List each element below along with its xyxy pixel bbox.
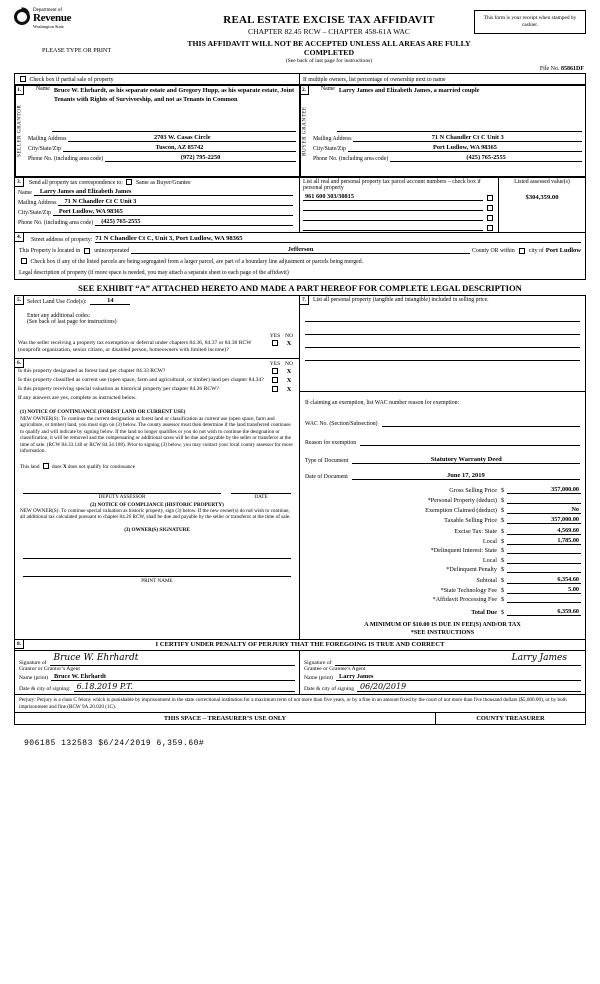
money-dollar: $	[501, 608, 505, 616]
form-subtitle: CHAPTER 82.45 RCW – CHAPTER 458-61A WAC	[248, 27, 410, 36]
title-block	[184, 14, 474, 64]
treasurer-space-label: THIS SPACE – TREASURER’S USE ONLY	[163, 715, 287, 723]
grantee-name-value[interactable]: Larry James	[336, 673, 581, 681]
grantor-signature-label: Signature of	[19, 659, 47, 666]
buyer-citystate-value[interactable]: Port Ludlow, WA 98365	[348, 144, 582, 152]
compliance-title: (2) NOTICE OF COMPLIANCE (HISTORIC PROPERTY)	[90, 501, 224, 508]
reason-label: Reason for exemption	[305, 440, 357, 446]
document-date-label: Date of Document	[305, 474, 348, 480]
buyer-phone-label: Phone No. (including area code)	[313, 156, 389, 162]
does-qualify-checkbox[interactable]	[43, 463, 49, 469]
historic-no-mark[interactable]: X	[286, 385, 292, 393]
money-label: Subtotal	[476, 576, 497, 584]
file-number-label: File No.	[539, 66, 560, 72]
segregated-note: Check box if any of the listed parcels are being segregated from a larger parcel, are part of a boundary line adjustment or parcels being merged.	[30, 259, 364, 265]
money-value[interactable]: 4,569.60	[507, 527, 581, 535]
seller-name-label: Name	[36, 86, 50, 92]
historic-question: Is this property receiving special valuation as historical property per chapter 84.26 RCW?	[18, 385, 219, 392]
current-use-question: Is this property classified as current use (open space, farm and agricultural, or timber) land per chapter 84.34?	[18, 376, 264, 383]
seller-mailing-label: Mailing Address	[28, 136, 67, 142]
unincorporated-label: unincorporated	[94, 248, 130, 254]
right-column	[300, 296, 585, 639]
continuance-title: (1) NOTICE OF CONTINUANCE (FOREST LAND OR CURRENT USE)	[20, 408, 186, 415]
street-address-label: Street address of property:	[31, 237, 93, 243]
logo-department: Department of	[33, 8, 63, 13]
lower-frame	[14, 295, 586, 640]
seller-citystate-value[interactable]: Tuscon, AZ 85742	[63, 144, 296, 152]
forest-land-question: Is this property designated as forest land per chapter 84.33 RCW?	[18, 367, 166, 374]
money-label: *Personal Property (deduct)	[427, 496, 497, 504]
does-label: does	[52, 463, 62, 470]
money-label: Gross Selling Price	[449, 487, 497, 495]
money-value[interactable]	[507, 563, 581, 564]
forest-land-no-mark[interactable]: X	[286, 367, 292, 375]
corr-citystate-label: City/State/Zip	[18, 209, 51, 216]
money-value[interactable]: 6,354.60	[507, 576, 581, 584]
parties-frame	[14, 84, 586, 176]
print-name-label: PRINT NAME	[141, 577, 173, 584]
money-row	[300, 515, 585, 525]
continuance-body: NEW OWNER(S): To continue the current designation as forest land or classification as current use (open space, farm and agriculture, or timber) land, you must sign on (3) below. The county assessor must then determine if the land transferred continues to qualify and will indicate by signing below. If the land no longer qualifies or you do not wish to continue the designation or classification, it will be removed and the compensating or additional taxes will be due and payable by the seller or transferor at the time of sale. (RCW 84.33.140 or RCW 84.34.108). Prior to signing (3) below, you may contact your local county assessor for more information.	[20, 415, 293, 455]
file-number-value: 85861DF	[561, 66, 584, 72]
city-checkbox[interactable]	[519, 248, 525, 254]
money-dollar: $	[501, 487, 505, 495]
historic-yes-checkbox[interactable]	[272, 386, 278, 392]
logo-state: Washington State	[33, 23, 64, 29]
money-row	[300, 536, 585, 546]
section-8-number: 8.	[15, 640, 24, 649]
street-address-value[interactable]: 71 N Chandler Ct C, Unit 3, Port Ludlow, WA 98365	[95, 235, 581, 243]
current-use-no-mark[interactable]: X	[286, 376, 292, 384]
minimum-fee-text: A MINIMUM OF $10.00 IS DUE IN FEE(S) AND/OR TAX	[364, 620, 521, 628]
grantor-name-label: Name (print)	[19, 674, 49, 681]
deputy-assessor-date-label: DATE	[254, 493, 268, 500]
grantee-date-label: Date & city of signing	[304, 685, 355, 692]
grantor-date-label: Date & city of signing:	[19, 685, 71, 692]
city-of-label: city of	[528, 248, 544, 254]
money-dollar: $	[501, 506, 505, 514]
wac-value[interactable]	[382, 418, 580, 427]
money-dollar: $	[501, 538, 505, 546]
buyer-phone-value[interactable]: (425) 765-2555	[390, 154, 582, 162]
money-value[interactable]: 6,359.60	[507, 608, 581, 616]
grantor-role-label: Grantor or Grantor’s Agent	[19, 665, 80, 672]
page-header	[0, 0, 600, 64]
same-as-buyer-label: Same as Buyer/Grantee	[135, 179, 191, 186]
exemption-yes-checkbox[interactable]	[272, 340, 278, 346]
multiple-owners-note: If multiple owners, list percentage of ownership next to name	[303, 76, 446, 83]
grantee-signature-label: Signature of	[304, 659, 332, 666]
money-dollar: $	[501, 586, 505, 594]
additional-codes-note: (See back of last page for instructions)	[27, 319, 117, 325]
grantee-date-value[interactable]: 06/20/2019	[357, 682, 581, 692]
money-label: *Affidavit Processing Fee	[432, 596, 497, 604]
money-dollar: $	[501, 517, 505, 525]
buyer-citystate-label: City/State/Zip	[313, 146, 346, 152]
money-dollar: $	[501, 496, 505, 504]
money-value[interactable]: 5.00	[507, 586, 581, 594]
corr-citystate-value[interactable]: Port Ludlow, WA 98365	[53, 208, 293, 216]
see-back-note: (See back of last page for instructions)	[285, 58, 373, 64]
reason-value[interactable]	[360, 437, 580, 446]
this-land-label: This land	[20, 463, 40, 470]
section-5-number: 5.	[15, 296, 24, 305]
corr-name-label: Name	[18, 189, 32, 196]
seller-phone-label: Phone No. (including area code)	[28, 156, 104, 162]
land-use-value[interactable]: 14	[90, 297, 130, 305]
parcel-header: List all real and personal property tax parcel account numbers – check box if personal property	[303, 179, 481, 191]
document-date-value[interactable]: June 17, 2019	[352, 472, 580, 480]
parcel-number-3[interactable]	[303, 213, 483, 221]
section-1-number: 1.	[15, 86, 24, 95]
personal-property-line-3[interactable]	[305, 335, 580, 348]
left-column	[15, 296, 300, 639]
deputy-assessor-label: DEPUTY ASSESSOR	[98, 493, 146, 500]
money-value[interactable]	[507, 572, 581, 573]
file-number	[0, 64, 600, 73]
parcel-personal-checkbox-2[interactable]	[487, 205, 493, 211]
located-in-label: This Property is located in	[19, 248, 81, 254]
revenue-swoosh-icon	[14, 9, 30, 25]
parcel-number-2[interactable]	[303, 203, 483, 211]
seller-side-label: SELLER GRANTOR	[15, 86, 25, 176]
certify-statement: I CERTIFY UNDER PENALTY OF PERJURY THAT THE FOREGOING IS TRUE AND CORRECT	[155, 641, 445, 649]
money-dollar: $	[501, 596, 505, 604]
money-dollar: $	[501, 576, 505, 584]
buyer-mailing-value[interactable]: 71 N Chandler Ct C Unit 3	[353, 134, 582, 142]
corr-name-value[interactable]: Larry James and Elizabeth James	[34, 188, 293, 196]
money-dollar: $	[501, 556, 505, 564]
wac-label: WAC No. (Section/Subsection)	[305, 421, 378, 427]
money-value[interactable]: 357,000.00	[507, 486, 581, 494]
money-row	[300, 485, 585, 495]
minimum-fee-note	[300, 617, 585, 639]
buyer-side-label: BUYER GRANTEE	[300, 86, 310, 176]
money-label: Local	[482, 556, 497, 564]
money-value[interactable]: 357,000.00	[507, 516, 581, 524]
grantee-role-label: Grantee or Grantee’s Agent	[304, 665, 366, 672]
money-row	[300, 574, 585, 584]
corr-phone-label: Phone No. (including area code)	[18, 219, 94, 226]
money-value[interactable]: No	[507, 506, 581, 514]
deputy-assessor-date-line[interactable]	[231, 484, 291, 494]
county-or-label: County OR within	[471, 248, 515, 254]
county-treasurer-label: COUNTY TREASURER	[435, 713, 585, 724]
buyer-mailing-label: Mailing Address	[313, 136, 352, 142]
does-not-mark[interactable]: X	[62, 463, 67, 470]
seller-name-value[interactable]: Bruce W. Ehrhardt, as his separate estate and Gregory Hupp, as his separate estate, Joint Tenants with Rights of Survivorship, and not as Tenants in Common	[52, 86, 296, 132]
exhibit-legal-description: SEE EXHIBIT “A” ATTACHED HERETO AND MADE A PART HEREOF FOR COMPLETE LEGAL DESCRIPTION	[78, 283, 522, 293]
section-3-number: 3.	[15, 178, 24, 187]
exemption-question: Was the seller receiving a property tax exemption or deferral under chapters 84.36, 84.37 or 84.38 RCW (nonprofit organization, senior citizen, or disabled person, homeowners with limited income)?	[18, 340, 252, 353]
money-value[interactable]	[507, 553, 581, 554]
money-row	[300, 546, 585, 555]
money-dollar: $	[501, 547, 505, 555]
corr-phone-value[interactable]: (425) 765-2555	[95, 218, 293, 226]
section-2-number: 2.	[300, 86, 309, 95]
grantee-name-label: Name (print)	[304, 674, 334, 681]
seller-citystate-label: City/State/Zip	[28, 146, 61, 152]
partial-sale-frame	[14, 73, 586, 84]
section-3-frame	[14, 176, 586, 232]
please-type-label: PLEASE TYPE OR PRINT	[42, 47, 112, 54]
section5-no-header: NO	[284, 333, 294, 339]
money-row	[300, 585, 585, 595]
see-instructions-text: *SEE INSTRUCTIONS	[410, 628, 475, 636]
money-label: *Delinquent Penalty	[446, 566, 497, 574]
section6-yes-header: YES	[269, 360, 281, 367]
does-not-label: does not qualify for continuance	[67, 463, 136, 470]
correspondence-label: Send all property tax correspondence to:	[29, 179, 123, 186]
partial-sale-checkbox[interactable]	[20, 76, 26, 82]
grantor-date-value[interactable]: 6.18.2019 P.T.	[74, 682, 295, 692]
money-dollar: $	[501, 527, 505, 535]
receipt-note-box: This form is your receipt when stamped by cashier.	[474, 10, 586, 34]
document-type-label: Type of Document	[305, 458, 349, 464]
land-use-label: Select Land Use Code(s):	[27, 299, 87, 305]
buyer-name-value[interactable]: Larry James and Elizabeth James, a married couple	[337, 86, 582, 132]
money-label: *State Technology Fee	[440, 586, 497, 594]
exemption-claim-label: If claiming an exemption, list WAC number reason for exemption:	[305, 400, 460, 406]
section-8-frame	[14, 640, 586, 726]
partial-sale-label: Check box if partial sale of property	[29, 76, 114, 83]
personal-property-label: List all personal property (tangible and intangible) included in selling price.	[313, 297, 489, 303]
money-row	[300, 505, 585, 515]
city-name-value[interactable]: Port Ludlow	[545, 247, 581, 254]
personal-property-line-2[interactable]	[305, 322, 580, 335]
same-as-buyer-checkbox[interactable]	[126, 179, 132, 185]
money-row	[300, 565, 585, 574]
current-use-yes-checkbox[interactable]	[272, 377, 278, 383]
segregated-checkbox[interactable]	[21, 258, 27, 264]
forest-land-yes-checkbox[interactable]	[272, 368, 278, 374]
parcel-number-1[interactable]: 961 600 303/30815	[303, 193, 483, 201]
buyer-name-label: Name	[321, 86, 335, 92]
section-6-number: 6.	[15, 359, 24, 368]
money-value[interactable]	[507, 602, 581, 603]
money-value[interactable]: 1,785.00	[507, 537, 581, 545]
if-yes-note: If any answers are yes, complete as instructed below.	[18, 394, 137, 401]
form-title: REAL ESTATE EXCISE TAX AFFIDAVIT	[223, 14, 435, 26]
document-type-value[interactable]: Statutory Warranty Deed	[352, 456, 580, 464]
county-name-value[interactable]: Jefferson	[131, 246, 470, 254]
seller-mailing-value[interactable]: 2703 W. Casas Circle	[68, 134, 296, 142]
money-label: Taxable Selling Price	[444, 517, 497, 525]
exemption-no-mark[interactable]: X	[286, 340, 292, 347]
dor-logo	[14, 8, 184, 29]
parcel-personal-checkbox-3[interactable]	[487, 215, 493, 221]
grantee-signature-value[interactable]: Larry James	[335, 653, 582, 666]
owner-signature-line-1[interactable]	[23, 547, 291, 559]
compliance-body: NEW OWNER(S): To continue special valuation as historic property, sign (3) below. If the new owner(s) do not wish to continue, all additional tax calculated pursuant to chapter 84.26 RCW, shall be due and payable by the seller or transferor at the time of sale.	[20, 507, 291, 521]
money-label: *Delinquent Interest: State	[430, 547, 497, 555]
money-row	[300, 495, 585, 504]
money-value[interactable]	[507, 503, 581, 504]
treasurer-stamp: 906185 132583 $6/24/2019 6,359.60#	[24, 739, 205, 749]
section-4-number: 4.	[15, 233, 24, 242]
corr-mailing-value[interactable]: 71 N Chandler Ct C Unit 3	[58, 198, 293, 206]
money-table	[300, 485, 585, 617]
money-label: Local	[482, 538, 497, 546]
section6-no-header: NO	[284, 360, 294, 367]
money-label: Exemption Claimed (deduct)	[425, 506, 497, 514]
logo-revenue: Revenue	[33, 12, 72, 25]
deputy-assessor-signature-line[interactable]	[23, 484, 221, 494]
money-label: Excise Tax: State	[454, 527, 497, 535]
section-7-number: 7.	[300, 296, 309, 305]
money-row	[300, 595, 585, 604]
additional-codes-label: Enter any additional codes:	[27, 313, 91, 319]
perjury-note: Perjury: Perjury is a class C felony which is punishable by imprisonment in the state correctional institution for a maximum term of not more than five years, or by a fine in an amount fixed by the court of not more than five thousand dollars ($5,000.00), or by both imprisonment and fine (RCW 9A.20.020 (1C).	[15, 694, 585, 713]
section-4-frame	[14, 232, 586, 280]
seller-phone-value[interactable]: (972) 795-2250	[105, 154, 296, 162]
section5-yes-header: YES	[269, 333, 281, 339]
money-row	[300, 605, 585, 617]
assessed-header: Listed assessed value(s)	[514, 179, 570, 185]
form-notice: THIS AFFIDAVIT WILL NOT BE ACCEPTED UNLESS ALL AREAS ARE FULLY COMPLETED	[187, 39, 471, 57]
owner-signature-line-2[interactable]	[23, 563, 291, 577]
owners-signature-title: (3) OWNER(S) SIGNATURE	[124, 526, 190, 533]
unincorporated-checkbox[interactable]	[84, 248, 90, 254]
money-dollar: $	[501, 566, 505, 574]
corr-mailing-label: Mailing Address	[18, 199, 57, 206]
personal-property-line-4[interactable]	[305, 348, 580, 361]
parcel-personal-checkbox-4[interactable]	[487, 225, 493, 231]
grantor-signature-value[interactable]: Bruce W. Ehrhardt	[50, 653, 296, 666]
money-row	[300, 556, 585, 565]
parcel-number-4[interactable]	[303, 223, 483, 231]
money-label: Total Due	[471, 608, 497, 616]
personal-property-line-1[interactable]	[305, 309, 580, 322]
grantor-name-value[interactable]: Bruce W. Ehrhardt	[51, 673, 295, 681]
money-row	[300, 526, 585, 536]
legal-description-note: Legal description of property (if more space is needed, you may attach a separate sheet to each page of the affidavit)	[19, 270, 289, 276]
assessed-value[interactable]: $304,359.00	[525, 194, 559, 201]
parcel-personal-checkbox-1[interactable]	[487, 195, 493, 201]
